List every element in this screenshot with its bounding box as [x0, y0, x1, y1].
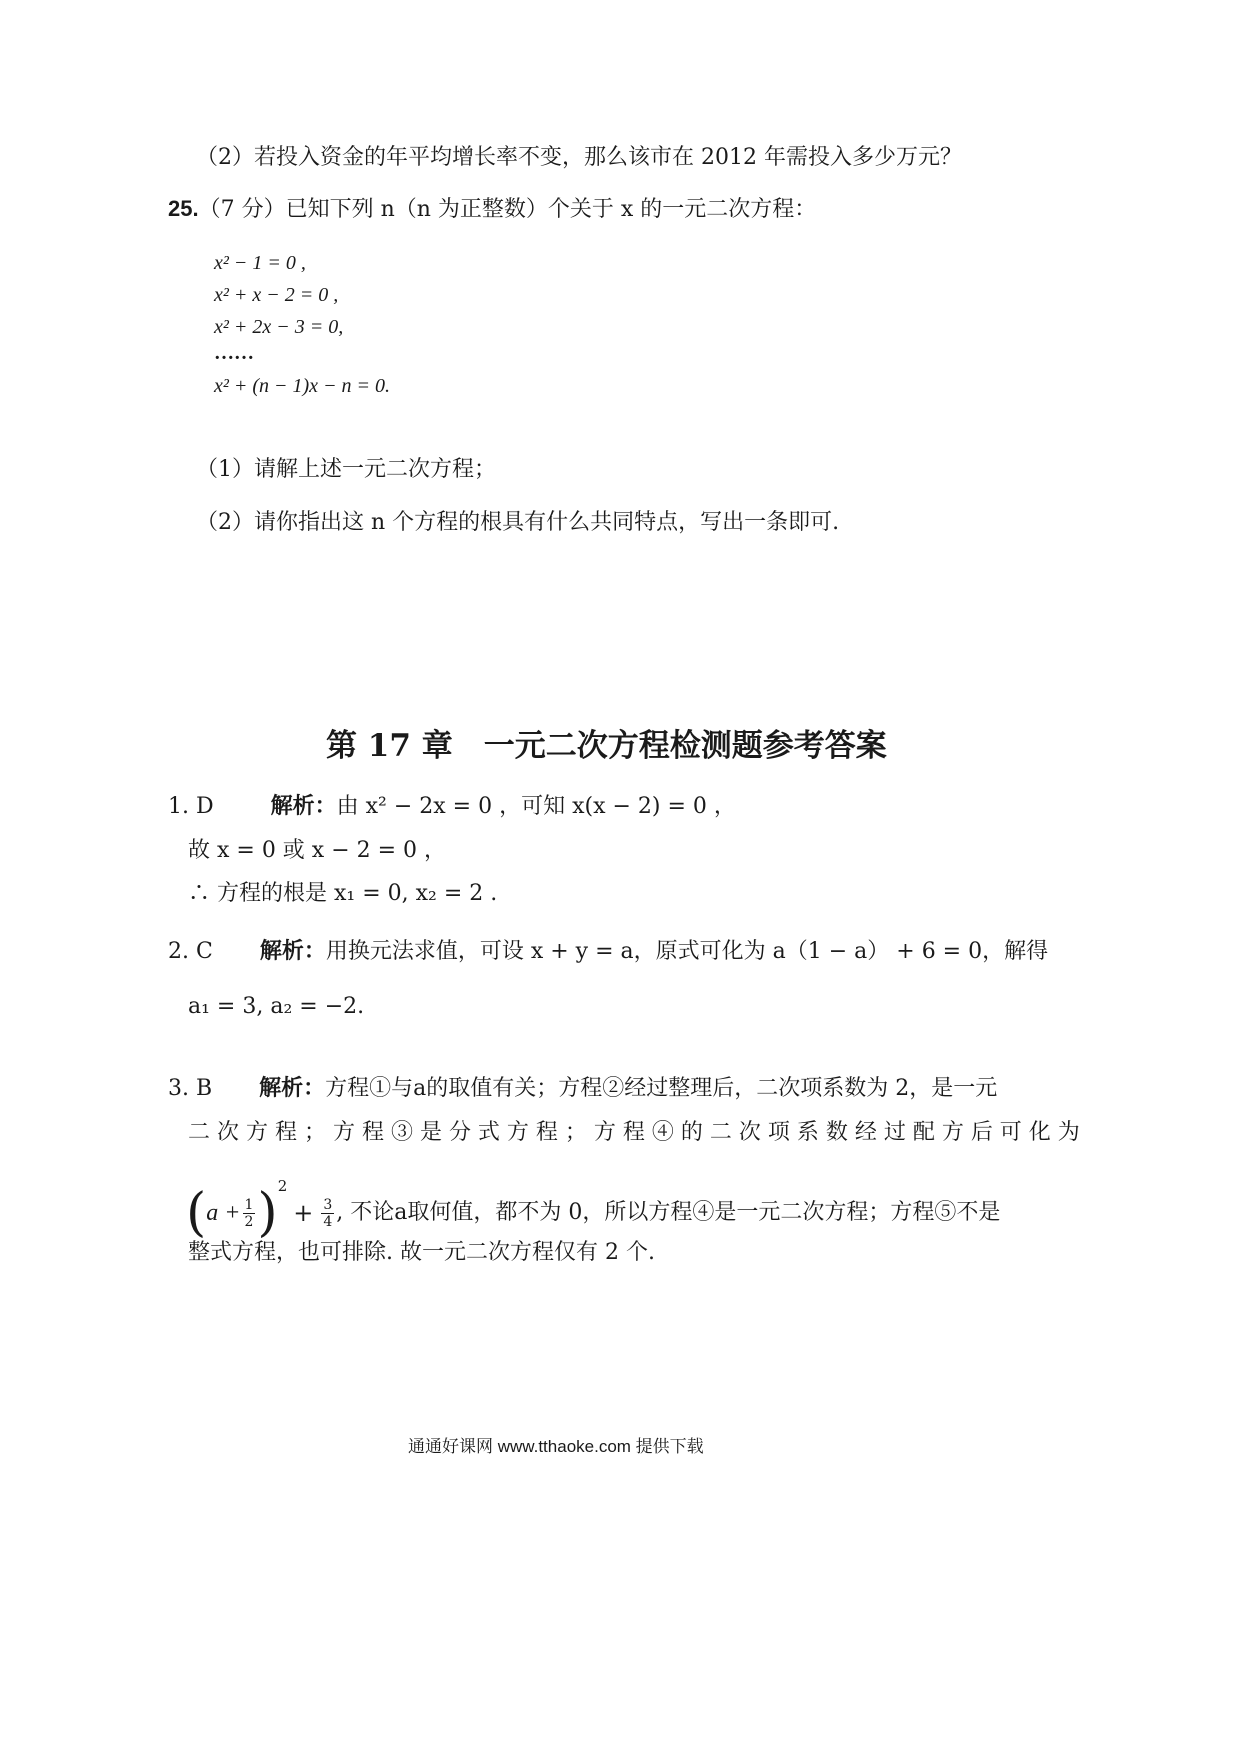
- answer-3-line3: [186, 1156, 1001, 1243]
- q25-ellipsis: ……: [214, 342, 254, 364]
- right-paren: ): [257, 1183, 278, 1243]
- plus-sign: +: [293, 1199, 314, 1227]
- q24-part2: （2）若投入资金的年平均增长率不变，那么该市在 2012 年需投入多少万元？: [196, 145, 962, 170]
- left-paren: (: [186, 1183, 207, 1243]
- answer-2-jiexi: 解析：: [259, 938, 326, 964]
- exponent-two: 2: [277, 1177, 288, 1195]
- answer-2-text1: 用换元法求值，可设 x + y = a，原式可化为 a（1 − a） + 6 = 0，解得: [325, 939, 1049, 964]
- q25-part2: （2）请你指出这 n 个方程的根具有什么共同特点，写出一条即可.: [196, 510, 840, 535]
- answer-1-line2: 故 x = 0 或 x − 2 = 0 ，: [188, 838, 447, 863]
- q25-equation-1: x² − 1 = 0 ,: [214, 252, 306, 274]
- q25-equation-2: x² + x − 2 = 0 ,: [214, 284, 339, 306]
- fraction-three-quarters: $\frac{3}{4}$: [323, 1196, 333, 1230]
- q25-intro: （7 分）已知下列 n（n 为正整数）个关于 x 的一元二次方程：: [198, 197, 817, 222]
- answer-3-text1: 方程①与a的取值有关；方程②经过整理后，二次项系数为 2，是一元: [325, 1076, 998, 1101]
- answer-3-line4: 整式方程，也可排除. 故一元二次方程仅有 2 个.: [188, 1240, 655, 1265]
- q25-equation-3: x² + 2x − 3 = 0,: [214, 316, 344, 338]
- answer-2-line1: [168, 934, 1048, 965]
- answer-2-label: 2. C: [168, 939, 213, 964]
- answer-3-line2: 二 次 方 程 ； 方 程 ③ 是 分 式 方 程 ； 方 程 ④ 的 二 次 项 系 数 经 过 配 方 后 可 化 为: [188, 1120, 1080, 1145]
- q25-part1: （1）请解上述一元二次方程；: [196, 457, 496, 482]
- answer-1-jiexi: 解析：: [270, 793, 337, 819]
- q25-equation-n: x² + (n − 1)x − n = 0.: [214, 375, 391, 397]
- answer-3-line1: [168, 1071, 997, 1102]
- answer-1-line1: [168, 789, 736, 820]
- answer-3-label: 3. B: [168, 1076, 213, 1101]
- expr-a-plus: a +: [206, 1200, 241, 1226]
- answers-title: 第 17 章 一元二次方程检测题参考答案: [326, 728, 887, 764]
- answer-2-line2: a₁ = 3, a₂ = −2.: [188, 994, 365, 1019]
- answer-1-label: 1. D: [168, 794, 214, 819]
- answer-1-line3: ∴ 方程的根是 x₁ = 0, x₂ = 2 .: [188, 881, 498, 906]
- footer-source: 通通好课网 www.tthaoke.com 提供下载: [408, 1437, 704, 1456]
- answer-3-jiexi: 解析：: [259, 1075, 326, 1101]
- fraction-one-half: $\frac{1}{2}$: [244, 1196, 254, 1230]
- answer-3-text3: , 不论a取何值，都不为 0，所以方程④是一元二次方程；方程⑤不是: [336, 1200, 1001, 1225]
- q25-number: 25.: [168, 196, 199, 221]
- answer-1-text1: 由 x² − 2x = 0 ，可知 x(x − 2) = 0 ，: [336, 794, 736, 819]
- q25-intro-line: [168, 192, 816, 223]
